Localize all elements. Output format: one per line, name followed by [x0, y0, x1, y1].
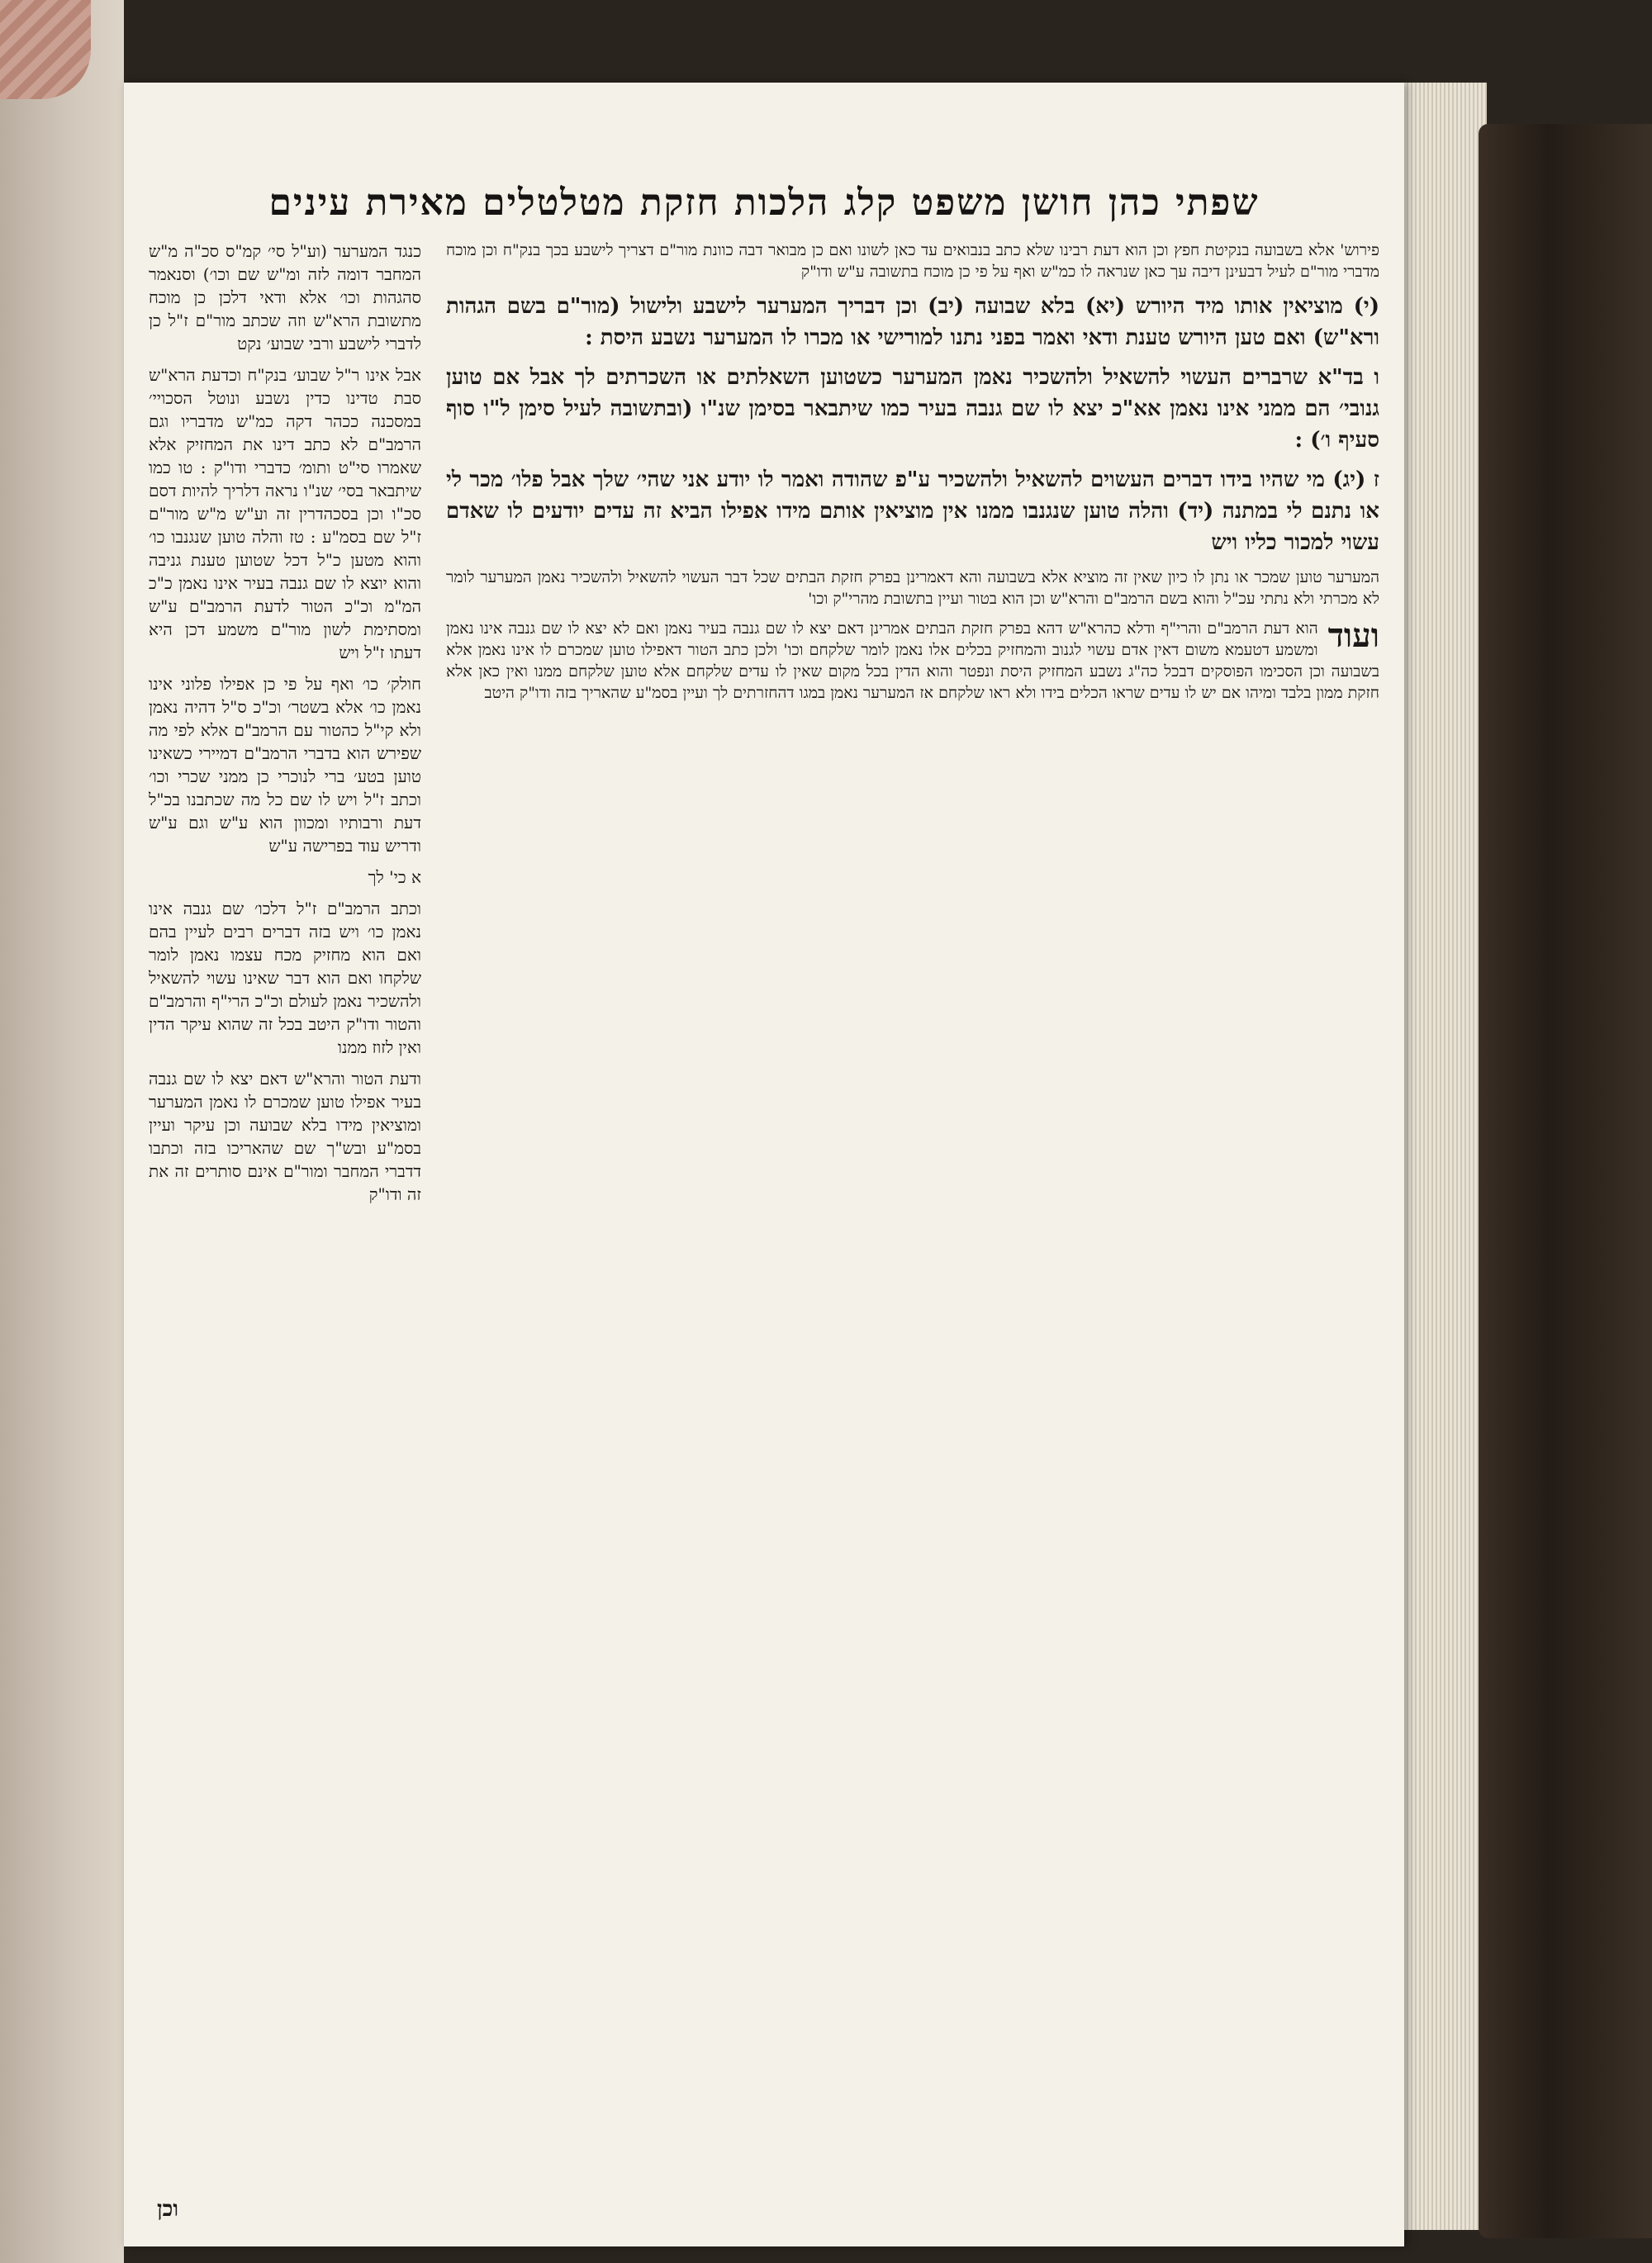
commentary-section [446, 618, 1379, 704]
page-header: שפתי כהן חושן משפט קלג הלכות חזקת מטלטלים מאירת עינים [268, 182, 1260, 224]
commentary-top: פירוש' אלא בשבועה בנקיטת חפץ וכן הוא דעת רבינו שלא כתב בנבואים עד כאן לשונו ואם כן מבואר דבה כוונת מור"ם דצריך לישבע בכך בנק"ח וכן מוכח מדברי מור"ם לעיל דבעינן דיבה עך כאן שנראה לו כמ"ש ואף על פי כן מוכח בתשובה ע"ש ודו"ק [446, 241, 1379, 281]
right-column [446, 240, 1379, 2164]
main-text-paragraph-1: (י) מוציאין אותו מיד היורש (יא) בלא שבועה (יב) וכן דבריך המערער לישבע ולישול (מור"ם בשם הגהות ורא"ש) ואם טען היורש טענת ודאי ואמר בפני נתנו למורישי או מכרו לו המערער נשבע היסת : [446, 294, 1379, 350]
left-column [149, 240, 421, 2197]
gloss-paragraph-4: א כי' לך [368, 867, 421, 887]
gloss-paragraph-3: חולק׳ כו׳ ואף על פי כן אפילו פלוני אינו נאמן כו׳ אלא בשטר׳ וכ"כ ס"ל דהיה נאמן ולא קי"ל כהטור עם הרמב"ם אלא לפי מה שפירש הוא בדברי הרמב"ם דמיירי כשאינו טוען בטע׳ ברי לנוכרי כן ממני שכרי וכו׳ וכתב ז"ל ויש לו שם כל מה שכתבנו בכ"ל דעת ורבותיו ומכוון הוא ע"ש וגם ע"ש ודריש עוד בפרישה ע"ש [149, 674, 421, 856]
gloss-paragraph-6: ודעת הטור והרא"ש דאם יצא לו שם גנבה בעיר אפילו טוען שמכרם לו נאמן המערער ומוציאין מידו בלא שבועה וכן עיקר ועיין בסמ"ע ובש"ך שם שהאריכו בזה וכתבו דדברי המחבר ומור"ם אינם סותרים זה את זה ודו"ק [149, 1069, 421, 1204]
gloss-paragraph-1: כנגד המערער (וע"ל סי׳ קמ"ס סכ"ה מ"ש המחבר דומה לזה ומ"ש שם וכו׳) וסנאמר סהגהות וכו׳ אלא ודאי דלכן כן מוכח מתשובת הרא"ש וזה שכתב מור"ם ז"ל כן לדברי לישבע ורבי שבוע׳ נקט [149, 241, 421, 353]
commentary-bottom: הוא דעת הרמב"ם והרי"ף ודלא כהרא"ש דהא בפרק חזקת הבתים אמרינן דאם יצא לו שם גנבה בעיר נאמן ואם לא יצא לו שם גנבה אינו נאמן ומשמע דטעמא משום דאין אדם עשוי לגנוב והמחזיק בכלים אלו נאמן לומר שלקחם וכו' ולכן כתב הטור דאפילו טוען שמכרם לו אינו נאמן אלא בשבועה וכן הסכימו הפוסקים דבכל כה"ג נשבע המחזיק היסת ונפטר והוא הדין בכל מקום שאין לו עדים שלקחם אלא טוען שלקחם ממנו ואין כאן אלא חזקת ממון בלבד ומיהו אם יש לו עדים שראו הכלים בידו ולא ראו שלקחם אז המערער נאמן במגו דהחזרתים לך ועיין בסמ"ע שהאריך בזה ודו"ק היטב [446, 619, 1379, 702]
book-page [124, 83, 1404, 2246]
main-text-paragraph-3: ז (יג) מי שהיו בידו דברים העשוים להשאיל ולהשכיר ע"פ שהודה ואמר לו יודע אני שהי׳ שלך אבל פלו׳ מכר לי או נתנם לי במתנה (יד) והלה טוען שנגנבו ממנו אין מוציאין אותם מידו אפילו הביא זה עדים יודעים לו שאדם עשוי למכור כליו ויש [446, 467, 1379, 555]
gloss-paragraph-5: וכתב הרמב"ם ז"ל דלכו׳ שם גנבה אינו נאמן כו׳ ויש בזה דברים רבים לעיין בהם ואם הוא מחזיק מכח עצמו נאמן לומר שלקחו ואם הוא דבר שאינו עשוי להשאיל ולהשכיר נאמן לעולם וכ"כ הרי"ף והרמב"ם והטור ודו"ק היטב בכל זה שהוא עיקר הדין ואין לזוז ממנו [149, 899, 421, 1057]
catchword: וכן [157, 2197, 178, 2222]
gloss-paragraph-2: אבל אינו ר"ל שבוע׳ בנק"ח וכדעת הרא"ש סבת טדינו כדין נשבע ונוטל הסכויי׳ במסכנה ככהר דקה כמ"ש מדבריו וגם הרמב"ם לא כתב דינו את המחזיק אלא שאמרו סי"ט ותומ׳ כדברי ודו"ק : טו כמו שיתבאר בסי׳ שנ"ו נראה דלריך להיות דסם סכ"ו וכן בסכהדרין זה וע"ש מ"ש מור"ם ז"ל שם בסמ"ע : טז והלה טוען שנגנבו כו׳ והוא מטען כ"ל דכל שטוען טענת גניבה והוא יוצא לו שם גנבה בעיר אינו נאמן כ"כ המ"מ וכ"כ הטור לדעת הרמב"ם ע"ש ומסתימת לשון מור"ם משמע דכן היא דעתו ז"ל ויש [149, 365, 421, 662]
book-cover [1479, 124, 1652, 2238]
lead-word: ועוד [1327, 616, 1379, 655]
main-text-paragraph-2: ו בד"א שרברים העשוי להשאיל ולהשכיר נאמן המערער כשטוען השאלתים או השכרתים לך אבל אם טוען גנובי׳ הם ממני אינו נאמן אא"כ יצא לו שם גנבה בעיר כמו שיתבאר בסימן שנ"ו (ובתשובה לעיל סימן ל"ו סוף סעיף ו׳) : [446, 365, 1379, 453]
backdrop [0, 0, 124, 2263]
commentary-middle: המערער טוען שמכר או נתן לו כיון שאין זה מוציא אלא בשבועה והא דאמרינן בפרק חזקת הבתים שכל דבר העשוי להשאיל ולהשכיר נאמן המערער לומר לא מכרתי ולא נתתי עכ"ל והוא בשם הרמב"ם והרא"ש וכן הוא בטור ועיין בתשובת מהרי"ק וכו' [446, 568, 1379, 608]
